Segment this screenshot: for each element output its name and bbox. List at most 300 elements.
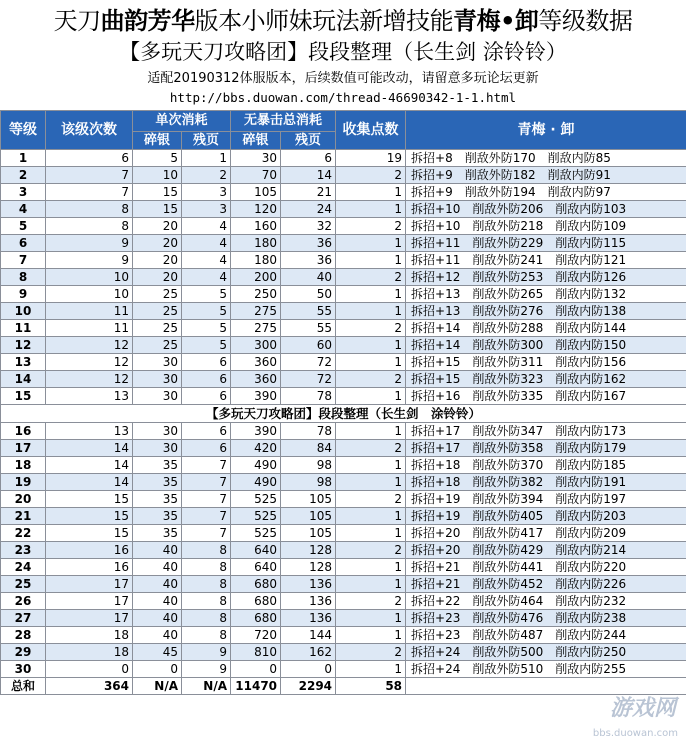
row-total-pages: 6: [281, 150, 336, 167]
row-single-pages: 5: [182, 320, 231, 337]
row-single-pages: 8: [182, 627, 231, 644]
row-level: 17: [1, 440, 46, 457]
table-row: [1, 218, 686, 235]
col-count: 该级次数: [46, 111, 133, 150]
row-total-shards: 680: [231, 576, 281, 593]
row-single-shards: 25: [133, 337, 182, 354]
row-skill: 拆招+24 削敌外防500 削敌内防250: [406, 644, 686, 661]
row-total-shards: 680: [231, 593, 281, 610]
row-points: 2: [336, 491, 406, 508]
table-row: [1, 286, 686, 303]
row-points: 2: [336, 644, 406, 661]
row-points: 1: [336, 610, 406, 627]
row-total-shards: 360: [231, 371, 281, 388]
table-row: [1, 235, 686, 252]
row-skill: 拆招+9 削敌外防194 削敌内防97: [406, 184, 686, 201]
row-level: 26: [1, 593, 46, 610]
row-total-pages: 105: [281, 508, 336, 525]
row-level: 18: [1, 457, 46, 474]
row-skill: 拆招+23 削敌外防476 削敌内防238: [406, 610, 686, 627]
row-level: 10: [1, 303, 46, 320]
row-single-pages: 5: [182, 337, 231, 354]
row-skill: 拆招+22 削敌外防464 削敌内防232: [406, 593, 686, 610]
row-single-pages: 4: [182, 252, 231, 269]
row-level: 27: [1, 610, 46, 627]
row-total-pages: 144: [281, 627, 336, 644]
row-count: 17: [46, 610, 133, 627]
row-skill: 拆招+21 削敌外防452 削敌内防226: [406, 576, 686, 593]
row-single-shards: 15: [133, 201, 182, 218]
row-total-pages: 105: [281, 525, 336, 542]
row-level: 29: [1, 644, 46, 661]
row-total-shards: 300: [231, 337, 281, 354]
totals-count: 364: [46, 678, 133, 695]
row-count: 9: [46, 235, 133, 252]
row-points: 1: [336, 286, 406, 303]
row-level: 4: [1, 201, 46, 218]
col-single-cost: 单次消耗: [133, 111, 231, 132]
title-part: 等级数据: [538, 7, 633, 35]
row-single-shards: 40: [133, 542, 182, 559]
row-points: 1: [336, 235, 406, 252]
row-count: 12: [46, 354, 133, 371]
row-points: 1: [336, 252, 406, 269]
row-level: 28: [1, 627, 46, 644]
row-count: 14: [46, 457, 133, 474]
row-single-pages: 7: [182, 525, 231, 542]
row-skill: 拆招+18 削敌外防370 削敌内防185: [406, 457, 686, 474]
row-total-shards: 120: [231, 201, 281, 218]
page-subtitle: 【多玩天刀攻略团】段段整理（长生剑 涂铃铃）: [119, 40, 567, 64]
row-single-shards: 25: [133, 286, 182, 303]
row-points: 1: [336, 576, 406, 593]
col-single-shards: 碎银: [133, 132, 182, 150]
row-points: 1: [336, 423, 406, 440]
row-single-shards: 30: [133, 423, 182, 440]
row-total-pages: 84: [281, 440, 336, 457]
row-points: 2: [336, 269, 406, 286]
row-skill: 拆招+24 削敌外防510 削敌内防255: [406, 661, 686, 678]
row-points: 1: [336, 354, 406, 371]
row-count: 13: [46, 388, 133, 405]
title-part: 青梅•卸: [453, 7, 539, 35]
row-level: 24: [1, 559, 46, 576]
row-single-pages: 5: [182, 286, 231, 303]
table-row: [1, 252, 686, 269]
row-single-pages: 6: [182, 371, 231, 388]
table-row: [1, 593, 686, 610]
row-count: 15: [46, 491, 133, 508]
row-count: 7: [46, 167, 133, 184]
section-divider-row: [1, 405, 686, 423]
row-skill: 拆招+17 削敌外防347 削敌内防173: [406, 423, 686, 440]
row-skill: 拆招+10 削敌外防206 削敌内防103: [406, 201, 686, 218]
table-row: [1, 661, 686, 678]
row-skill: 拆招+11 削敌外防229 削敌内防115: [406, 235, 686, 252]
col-level: 等级: [1, 111, 46, 150]
row-total-shards: 390: [231, 388, 281, 405]
row-total-pages: 136: [281, 593, 336, 610]
row-single-pages: 8: [182, 576, 231, 593]
section-divider-text: 【多玩天刀攻略团】段段整理（长生剑 涂铃铃）: [1, 405, 686, 423]
row-level: 15: [1, 388, 46, 405]
totals-single-pages: N/A: [182, 678, 231, 695]
row-level: 1: [1, 150, 46, 167]
row-points: 1: [336, 201, 406, 218]
totals-single-shards: N/A: [133, 678, 182, 695]
row-skill: 拆招+15 削敌外防311 削敌内防156: [406, 354, 686, 371]
row-level: 30: [1, 661, 46, 678]
table-row: [1, 508, 686, 525]
row-points: 2: [336, 218, 406, 235]
row-single-pages: 8: [182, 593, 231, 610]
row-level: 16: [1, 423, 46, 440]
row-skill: 拆招+11 削敌外防241 削敌内防121: [406, 252, 686, 269]
row-single-shards: 20: [133, 269, 182, 286]
row-total-shards: 70: [231, 167, 281, 184]
table-row: [1, 354, 686, 371]
row-single-shards: 0: [133, 661, 182, 678]
row-points: 1: [336, 337, 406, 354]
row-single-pages: 6: [182, 440, 231, 457]
row-points: 1: [336, 303, 406, 320]
row-total-shards: 360: [231, 354, 281, 371]
row-skill: 拆招+13 削敌外防276 削敌内防138: [406, 303, 686, 320]
col-total-pages: 残页: [281, 132, 336, 150]
row-level: 5: [1, 218, 46, 235]
row-single-pages: 7: [182, 491, 231, 508]
row-single-pages: 7: [182, 508, 231, 525]
row-total-shards: 105: [231, 184, 281, 201]
row-total-pages: 136: [281, 610, 336, 627]
row-count: 16: [46, 542, 133, 559]
row-points: 1: [336, 661, 406, 678]
row-single-shards: 20: [133, 218, 182, 235]
row-skill: 拆招+8 削敌外防170 削敌内防85: [406, 150, 686, 167]
row-skill: 拆招+18 削敌外防382 削敌内防191: [406, 474, 686, 491]
row-single-pages: 6: [182, 388, 231, 405]
row-skill: 拆招+21 削敌外防441 削敌内防220: [406, 559, 686, 576]
row-skill: 拆招+20 削敌外防417 削敌内防209: [406, 525, 686, 542]
row-skill: 拆招+13 削敌外防265 削敌内防132: [406, 286, 686, 303]
row-points: 1: [336, 508, 406, 525]
table-row: [1, 627, 686, 644]
row-total-pages: 55: [281, 303, 336, 320]
table-row: [1, 610, 686, 627]
row-level: 19: [1, 474, 46, 491]
row-single-pages: 8: [182, 559, 231, 576]
row-single-pages: 9: [182, 644, 231, 661]
row-count: 16: [46, 559, 133, 576]
table-row: [1, 542, 686, 559]
row-total-shards: 200: [231, 269, 281, 286]
row-level: 25: [1, 576, 46, 593]
row-single-pages: 5: [182, 303, 231, 320]
col-total-shards: 碎银: [231, 132, 281, 150]
row-total-pages: 162: [281, 644, 336, 661]
row-single-pages: 1: [182, 150, 231, 167]
table-row: [1, 303, 686, 320]
row-single-shards: 35: [133, 457, 182, 474]
row-skill: 拆招+14 削敌外防288 削敌内防144: [406, 320, 686, 337]
row-points: 2: [336, 371, 406, 388]
row-single-shards: 30: [133, 388, 182, 405]
row-single-pages: 3: [182, 184, 231, 201]
row-level: 2: [1, 167, 46, 184]
row-total-pages: 24: [281, 201, 336, 218]
row-points: 1: [336, 559, 406, 576]
version-note: 适配20190312体服版本，后续数值可能改动，请留意多玩论坛更新: [147, 71, 539, 86]
row-count: 11: [46, 320, 133, 337]
row-total-shards: 180: [231, 235, 281, 252]
row-total-shards: 525: [231, 525, 281, 542]
row-single-shards: 35: [133, 525, 182, 542]
row-single-pages: 4: [182, 269, 231, 286]
row-total-shards: 275: [231, 303, 281, 320]
row-points: 2: [336, 167, 406, 184]
row-total-shards: 490: [231, 457, 281, 474]
col-skill: 青梅 · 卸: [406, 111, 686, 150]
table-row: [1, 337, 686, 354]
row-points: 1: [336, 184, 406, 201]
row-count: 8: [46, 201, 133, 218]
watermark-site: bbs.duowan.com: [592, 728, 678, 739]
totals-row: [1, 678, 686, 695]
row-points: 1: [336, 457, 406, 474]
row-single-pages: 3: [182, 201, 231, 218]
row-total-pages: 40: [281, 269, 336, 286]
row-total-pages: 14: [281, 167, 336, 184]
row-level: 13: [1, 354, 46, 371]
row-single-shards: 35: [133, 508, 182, 525]
row-single-pages: 8: [182, 542, 231, 559]
row-single-shards: 5: [133, 150, 182, 167]
row-total-pages: 55: [281, 320, 336, 337]
table-row: [1, 423, 686, 440]
row-count: 6: [46, 150, 133, 167]
row-total-shards: 490: [231, 474, 281, 491]
table-row: [1, 474, 686, 491]
row-level: 20: [1, 491, 46, 508]
col-total-cost: 无暴击总消耗: [231, 111, 336, 132]
row-single-shards: 30: [133, 354, 182, 371]
row-single-shards: 40: [133, 576, 182, 593]
row-skill: 拆招+12 削敌外防253 削敌内防126: [406, 269, 686, 286]
row-total-pages: 60: [281, 337, 336, 354]
row-single-shards: 40: [133, 559, 182, 576]
row-count: 8: [46, 218, 133, 235]
row-single-pages: 9: [182, 661, 231, 678]
table-row: [1, 388, 686, 405]
row-single-shards: 30: [133, 440, 182, 457]
row-count: 10: [46, 269, 133, 286]
row-single-shards: 40: [133, 593, 182, 610]
table-row: [1, 150, 686, 167]
row-count: 14: [46, 440, 133, 457]
level-data-table: [0, 110, 686, 695]
row-points: 2: [336, 440, 406, 457]
row-single-pages: 6: [182, 354, 231, 371]
row-points: 1: [336, 474, 406, 491]
row-skill: 拆招+10 削敌外防218 削敌内防109: [406, 218, 686, 235]
row-level: 7: [1, 252, 46, 269]
row-skill: 拆招+9 削敌外防182 削敌内防91: [406, 167, 686, 184]
row-skill: 拆招+20 削敌外防429 削敌内防214: [406, 542, 686, 559]
row-total-pages: 36: [281, 252, 336, 269]
row-single-pages: 4: [182, 235, 231, 252]
totals-label: 总和: [1, 678, 46, 695]
row-total-pages: 72: [281, 354, 336, 371]
row-points: 2: [336, 542, 406, 559]
row-points: 2: [336, 320, 406, 337]
row-total-pages: 128: [281, 559, 336, 576]
row-total-shards: 640: [231, 559, 281, 576]
row-single-shards: 40: [133, 627, 182, 644]
table-row: [1, 184, 686, 201]
row-single-shards: 35: [133, 474, 182, 491]
table-row: [1, 576, 686, 593]
row-single-pages: 4: [182, 218, 231, 235]
row-total-shards: 30: [231, 150, 281, 167]
row-points: 1: [336, 627, 406, 644]
row-single-pages: 7: [182, 457, 231, 474]
row-total-shards: 160: [231, 218, 281, 235]
row-level: 11: [1, 320, 46, 337]
row-total-shards: 420: [231, 440, 281, 457]
row-total-pages: 98: [281, 457, 336, 474]
row-single-pages: 6: [182, 423, 231, 440]
row-level: 23: [1, 542, 46, 559]
row-total-shards: 810: [231, 644, 281, 661]
row-total-pages: 78: [281, 388, 336, 405]
row-single-shards: 25: [133, 303, 182, 320]
row-total-shards: 525: [231, 508, 281, 525]
title-part: 天刀: [53, 7, 101, 35]
row-level: 9: [1, 286, 46, 303]
table-body: [1, 150, 686, 678]
table-row: [1, 644, 686, 661]
row-total-pages: 78: [281, 423, 336, 440]
row-level: 6: [1, 235, 46, 252]
row-total-pages: 36: [281, 235, 336, 252]
title-part: 曲韵芳华: [100, 7, 195, 35]
row-total-pages: 128: [281, 542, 336, 559]
row-count: 15: [46, 508, 133, 525]
row-count: 14: [46, 474, 133, 491]
row-total-pages: 50: [281, 286, 336, 303]
table-row: [1, 525, 686, 542]
watermark-logo: 游戏网: [609, 696, 676, 721]
row-level: 22: [1, 525, 46, 542]
row-total-shards: 180: [231, 252, 281, 269]
row-count: 10: [46, 286, 133, 303]
row-count: 17: [46, 593, 133, 610]
row-total-pages: 32: [281, 218, 336, 235]
title-part: 版本小师妹玩法新增技能: [194, 7, 454, 35]
row-skill: 拆招+19 削敌外防405 削敌内防203: [406, 508, 686, 525]
row-count: 13: [46, 423, 133, 440]
table-row: [1, 201, 686, 218]
row-total-pages: 21: [281, 184, 336, 201]
row-total-shards: 390: [231, 423, 281, 440]
table-row: [1, 559, 686, 576]
row-level: 21: [1, 508, 46, 525]
row-total-pages: 72: [281, 371, 336, 388]
row-skill: 拆招+16 削敌外防335 削敌内防167: [406, 388, 686, 405]
row-single-shards: 10: [133, 167, 182, 184]
page-title: [0, 6, 686, 36]
row-skill: 拆招+19 削敌外防394 削敌内防197: [406, 491, 686, 508]
row-single-shards: 15: [133, 184, 182, 201]
row-count: 12: [46, 337, 133, 354]
row-single-pages: 8: [182, 610, 231, 627]
row-single-shards: 45: [133, 644, 182, 661]
row-count: 17: [46, 576, 133, 593]
row-total-shards: 275: [231, 320, 281, 337]
row-count: 9: [46, 252, 133, 269]
row-count: 15: [46, 525, 133, 542]
row-skill: 拆招+14 削敌外防300 削敌内防150: [406, 337, 686, 354]
row-skill: 拆招+17 削敌外防358 削敌内防179: [406, 440, 686, 457]
table-row: [1, 269, 686, 286]
table-row: [1, 440, 686, 457]
row-count: 11: [46, 303, 133, 320]
row-points: 1: [336, 525, 406, 542]
row-total-shards: 680: [231, 610, 281, 627]
table-row: [1, 491, 686, 508]
row-count: 18: [46, 627, 133, 644]
col-points: 收集点数: [336, 111, 406, 150]
row-points: 19: [336, 150, 406, 167]
row-single-pages: 2: [182, 167, 231, 184]
row-count: 7: [46, 184, 133, 201]
header-row: [1, 111, 686, 132]
totals-total-shards: 11470: [231, 678, 281, 695]
source-link[interactable]: http://bbs.duowan.com/thread-46690342-1-1.html: [169, 90, 517, 105]
row-single-shards: 35: [133, 491, 182, 508]
table-row: [1, 320, 686, 337]
table-row: [1, 457, 686, 474]
row-level: 8: [1, 269, 46, 286]
row-total-shards: 250: [231, 286, 281, 303]
row-total-shards: 720: [231, 627, 281, 644]
row-total-pages: 0: [281, 661, 336, 678]
row-single-shards: 20: [133, 235, 182, 252]
row-level: 12: [1, 337, 46, 354]
row-points: 2: [336, 593, 406, 610]
row-single-shards: 20: [133, 252, 182, 269]
row-single-shards: 30: [133, 371, 182, 388]
col-single-pages: 残页: [182, 132, 231, 150]
row-total-pages: 98: [281, 474, 336, 491]
row-level: 3: [1, 184, 46, 201]
row-level: 14: [1, 371, 46, 388]
row-total-shards: 640: [231, 542, 281, 559]
table-row: [1, 167, 686, 184]
row-skill: 拆招+23 削敌外防487 削敌内防244: [406, 627, 686, 644]
row-count: 12: [46, 371, 133, 388]
row-single-pages: 7: [182, 474, 231, 491]
row-points: 1: [336, 388, 406, 405]
totals-points: 58: [336, 678, 406, 695]
row-total-shards: 525: [231, 491, 281, 508]
totals-total-pages: 2294: [281, 678, 336, 695]
row-single-shards: 25: [133, 320, 182, 337]
row-total-shards: 0: [231, 661, 281, 678]
row-count: 18: [46, 644, 133, 661]
row-total-pages: 105: [281, 491, 336, 508]
row-count: 0: [46, 661, 133, 678]
